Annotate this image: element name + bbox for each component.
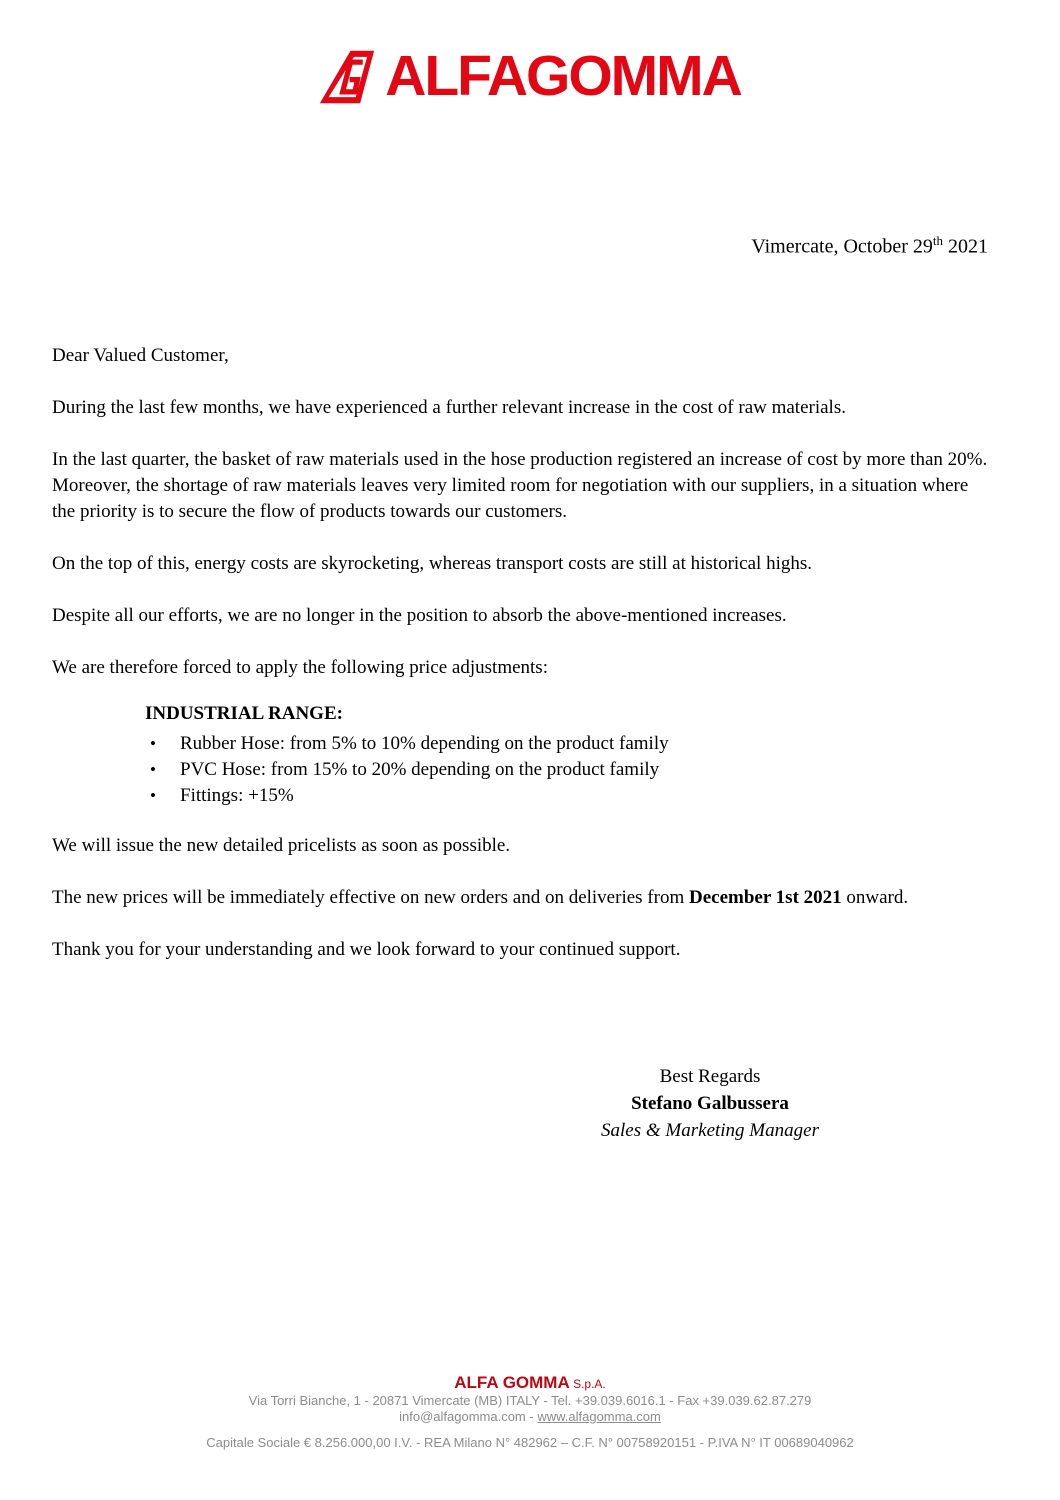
list-item-text: PVC Hose: from 15% to 20% depending on the product family <box>180 758 660 780</box>
footer-email: info@alfagomma.com <box>399 1409 526 1424</box>
paragraph-8-text: The new prices will be immediately effective on new orders and on deliveries from <box>52 886 689 908</box>
signature-title: Sales & Marketing Manager <box>601 1119 819 1141</box>
paragraph-1: During the last few months, we have experienced a further relevant increase in the cost of raw materials. <box>52 396 846 418</box>
industrial-range-heading: INDUSTRIAL RANGE: <box>145 702 343 724</box>
paragraph-2: In the last quarter, the basket of raw materials used in the hose production registered an increase of cost by more than 20%. <box>52 448 988 470</box>
bullet-icon: • <box>150 785 156 805</box>
list-item-text: Fittings: +15% <box>180 784 294 806</box>
logo-wordmark: ALFAGOMMA <box>385 44 741 108</box>
bullet-icon: • <box>150 759 156 779</box>
letter-body <box>0 343 1060 1144</box>
company-logo <box>0 0 1060 108</box>
paragraph-8 <box>52 885 990 911</box>
date-ordinal: th <box>932 233 943 248</box>
bullet-icon: • <box>150 733 156 753</box>
list-item <box>150 783 990 809</box>
footer-company-line <box>0 1374 1060 1393</box>
footer-separator: - <box>525 1409 538 1424</box>
date-year: 2021 <box>943 235 988 258</box>
footer-company-suffix: S.p.A. <box>569 1377 606 1391</box>
footer-contact-line <box>0 1409 1060 1425</box>
paragraph-7: We will issue the new detailed pricelists as soon as possible. <box>52 834 511 856</box>
footer-address: Via Torri Bianche, 1 - 20871 Vimercate (MB) ITALY - Tel. +39.039.6016.1 - Fax +39.039.62.87.279 <box>248 1393 812 1408</box>
company-footer <box>0 1374 1060 1451</box>
signature-block <box>518 1063 902 1144</box>
paragraph-6: We are therefore forced to apply the following price adjustments: <box>52 656 548 678</box>
footer-company-name: ALFA GOMMA <box>454 1373 570 1392</box>
footer-website-link[interactable]: www.alfagomma.com <box>537 1409 661 1424</box>
paragraph-8-tail: onward. <box>841 886 909 908</box>
paragraph-4: On the top of this, energy costs are skyrocketing, whereas transport costs are still at historical highs. <box>52 552 812 574</box>
paragraph-3: Moreover, the shortage of raw materials leaves very limited room for negotiation with our suppliers, in a situation where the priority is to secure the flow of products towards our customers. <box>52 474 969 522</box>
signature-name: Stefano Galbussera <box>631 1092 789 1114</box>
price-adjustment-list <box>52 731 990 809</box>
paragraph-5: Despite all our efforts, we are no longer in the position to absorb the above-mentioned increases. <box>52 604 787 626</box>
date-text: Vimercate, October 29 <box>751 235 933 258</box>
list-item <box>150 731 990 757</box>
paragraph-9: Thank you for your understanding and we look forward to your continued support. <box>52 938 681 960</box>
effective-date-bold: December 1st 2021 <box>688 886 842 908</box>
signature-regards: Best Regards <box>659 1065 761 1087</box>
alfagomma-logo-icon <box>319 49 375 105</box>
salutation: Dear Valued Customer, <box>52 344 229 366</box>
list-item <box>150 757 990 783</box>
list-item-text: Rubber Hose: from 5% to 10% depending on the product family <box>180 732 669 754</box>
footer-legal: Capitale Sociale € 8.256.000,00 I.V. - REA Milano N° 482962 – C.F. N° 00758920151 - P.IVA N° IT 00689040962 <box>206 1435 854 1450</box>
date-line <box>0 233 1060 259</box>
